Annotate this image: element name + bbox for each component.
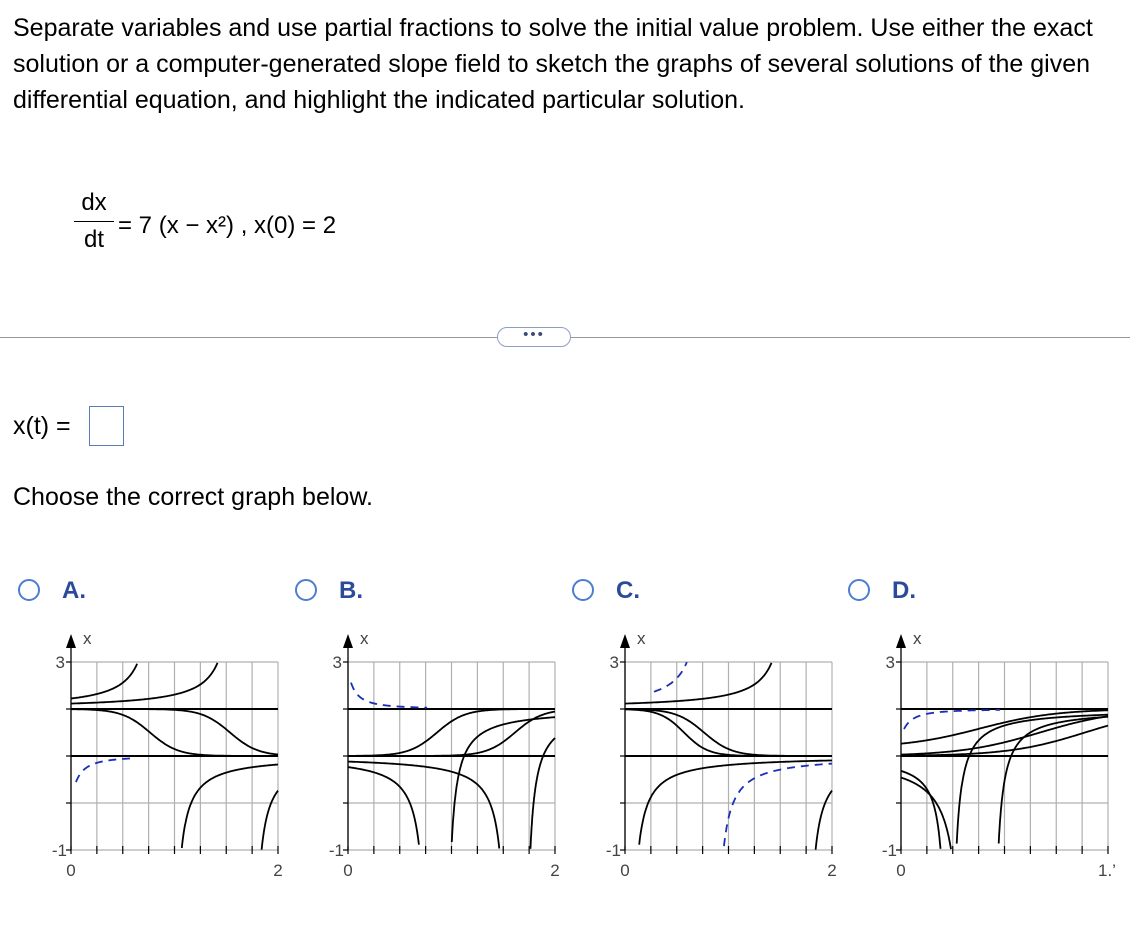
tick-label-y-bottom: -1 <box>51 841 67 860</box>
tick-label-y-top: 3 <box>609 653 619 672</box>
question-text: Separate variables and use partial fractions to solve the initial value problem. Use either the exact solution or a computer-generated slope field to sketch the graphs of several solutions of the given differential equation, and highlight the indicated particular solution. <box>13 14 1093 114</box>
tick-label-y-bottom: -1 <box>328 841 344 860</box>
radio-option-d[interactable] <box>848 579 870 601</box>
axis-label-x: x <box>83 629 92 648</box>
answer-input[interactable] <box>89 406 124 446</box>
graph-option-c <box>554 620 844 890</box>
axis-label-x: x <box>913 629 922 648</box>
derivative-fraction <box>74 188 114 255</box>
radio-option-b[interactable] <box>295 579 317 601</box>
tick-label-x-right: 2 <box>827 861 837 880</box>
particular-solution-curve <box>351 683 427 708</box>
tick-label-x-left: 0 <box>66 861 76 880</box>
solution-curve <box>71 663 218 704</box>
tick-label-x-right: 1.’ <box>1098 861 1116 880</box>
particular-solution-curve <box>654 662 687 692</box>
equation-rhs: = 7 (x − x²) , x(0) = 2 <box>118 212 337 239</box>
graph-option-b <box>277 620 567 890</box>
solution-curve <box>999 717 1108 844</box>
tick-label-y-top: 3 <box>885 653 895 672</box>
option-c-label: C. <box>616 577 640 604</box>
y-axis-arrow <box>896 634 906 648</box>
y-axis-arrow <box>343 634 353 648</box>
tick-label-x-right: 2 <box>273 861 283 880</box>
solution-curve <box>530 738 555 849</box>
particular-solution-curve <box>76 759 130 783</box>
graph-option-a <box>0 620 290 890</box>
y-axis-arrow <box>66 634 76 648</box>
radio-option-a[interactable] <box>18 579 40 601</box>
radio-option-c[interactable] <box>572 579 594 601</box>
option-d-label: D. <box>892 577 916 604</box>
tick-label-x-right: 2 <box>550 861 560 880</box>
answer-label: x(t) = <box>13 412 71 440</box>
axis-label-x: x <box>360 629 369 648</box>
tick-label-x-left: 0 <box>343 861 353 880</box>
option-b-label: B. <box>339 577 363 604</box>
graph-prompt: Choose the correct graph below. <box>13 483 373 511</box>
expand-more-button[interactable]: ••• <box>497 327 571 347</box>
y-axis-arrow <box>620 634 630 648</box>
tick-label-y-top: 3 <box>55 653 65 672</box>
particular-solution-curve <box>724 764 832 847</box>
fraction-denominator: dt <box>83 226 104 253</box>
tick-label-x-left: 0 <box>620 861 630 880</box>
tick-label-y-top: 3 <box>332 653 342 672</box>
solution-curve <box>71 664 137 699</box>
solution-curve <box>348 762 499 849</box>
fraction-numerator: dx <box>81 189 107 216</box>
axis-label-x: x <box>637 629 646 648</box>
fraction-bar <box>74 221 114 222</box>
tick-label-y-bottom: -1 <box>605 841 621 860</box>
solution-curve <box>901 771 941 849</box>
graph-option-d <box>830 620 1130 890</box>
tick-label-y-bottom: -1 <box>881 841 897 860</box>
solution-curve <box>625 663 772 704</box>
tick-label-x-left: 0 <box>896 861 906 880</box>
solution-curve <box>262 791 278 850</box>
option-a-label: A. <box>62 577 86 604</box>
solution-curve <box>348 767 419 845</box>
